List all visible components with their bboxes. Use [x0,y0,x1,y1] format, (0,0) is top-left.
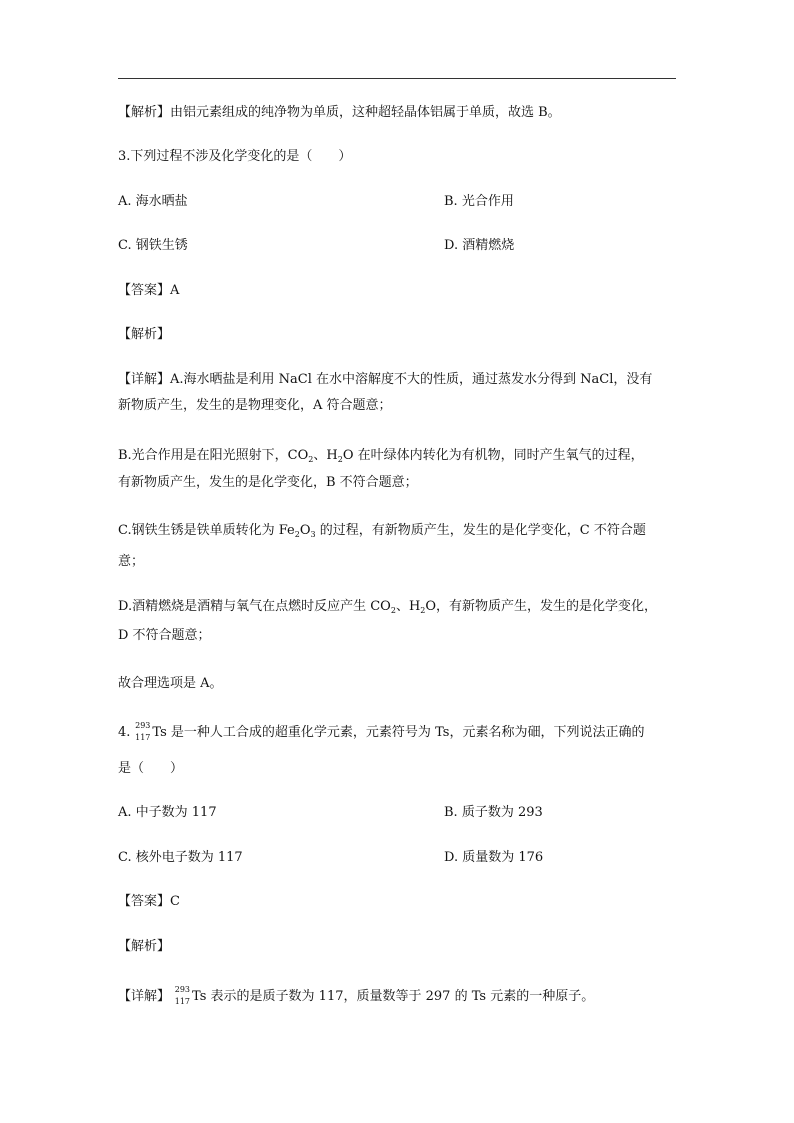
text-span: O，有新物质产生，发生的是化学变化， [425,599,658,614]
subscript: 3 [310,530,316,539]
mass-number: 293 [135,721,151,730]
question-3-option-b: B. 光合作用 [444,194,514,209]
text-span: 、H [395,599,421,614]
question-4-option-a: A. 中子数为 117 [118,805,217,820]
question-3-option-c: C. 钢铁生锈 [118,238,188,253]
text-span: O 在叶绿体内转化为有机物，同时产生氧气的过程， [342,448,644,463]
question-3-conclusion: 故合理选项是 A。 [118,676,223,691]
subscript: 2 [294,530,300,539]
question-4-analysis-label: 【解析】 [118,939,171,954]
mass-number: 293 [174,985,191,994]
text-span: B.光合作用是在阳光照射下，CO [118,448,309,463]
subscript: 2 [337,455,343,464]
question-3-detail-c-line2: 意； [118,554,145,569]
text-span: Ts 表示的是质子数为 117，质量数等于 297 的 Ts 元素的一种原子。 [192,989,595,1004]
question-3-stem: 3.下列过程不涉及化学变化的是（ ） [118,149,352,164]
text-span: C.钢铁生锈是铁单质转化为 Fe [118,523,295,538]
text-span: 的过程，有新物质产生，发生的是化学变化，C 不符合题 [315,523,646,538]
question-3-option-a: A. 海水晒盐 [118,194,188,209]
question-3-analysis-label: 【解析】 [118,327,171,342]
subscript: 2 [308,455,314,464]
question-3-option-d: D. 酒精燃烧 [444,238,515,253]
question-4-option-d: D. 质量数为 176 [444,850,544,865]
question-3-detail-b-line1 [118,447,644,465]
isotope-notation [170,985,192,1006]
header-rule [118,78,676,79]
text-span: 、H [313,448,338,463]
question-3-detail-b-line2: 有新物质产生，发生的是化学变化，B 不符合题意； [118,475,418,490]
atomic-number: 117 [135,733,151,742]
subscript: 2 [390,606,396,615]
question-3-detail-a-line2: 新物质产生，发生的是物理变化，A 符合题意； [118,398,392,413]
question-3-detail-c-line1 [118,522,646,540]
atomic-number: 117 [174,997,191,1006]
prev-analysis-line: 【解析】由铝元素组成的纯净物为单质，这种超轻晶体铝属于单质，故选 B。 [118,105,561,120]
question-4-option-b: B. 质子数为 293 [444,805,543,820]
question-4-answer: 【答案】C [118,894,180,909]
question-4-option-c: C. 核外电子数为 117 [118,850,243,865]
question-4-stem-line1 [118,721,645,742]
text-span: 【详解】 [118,989,171,1004]
question-4-detail [118,985,595,1006]
question-4-stem-line2: 是（ ） [118,761,184,776]
text-span: D.酒精燃烧是酒精与氧气在点燃时反应产生 CO [118,599,391,614]
question-3-detail-d-line2: D 不符合题意； [118,628,211,643]
question-number: 4. [118,725,131,740]
question-3-detail-a-line1: 【详解】A.海水晒盐是利用 NaCl 在水中溶解度不大的性质，通过蒸发水分得到 NaCl，没有 [118,372,653,387]
isotope-notation [130,721,152,742]
question-3-answer: 【答案】A [118,283,180,298]
subscript: 2 [420,606,426,615]
text-span: Ts 是一种人工合成的超重化学元素，元素符号为 Ts，元素名称为鿬，下列说法正确的 [152,725,645,740]
text-span: O [299,523,311,538]
question-3-detail-d-line1 [118,598,657,616]
